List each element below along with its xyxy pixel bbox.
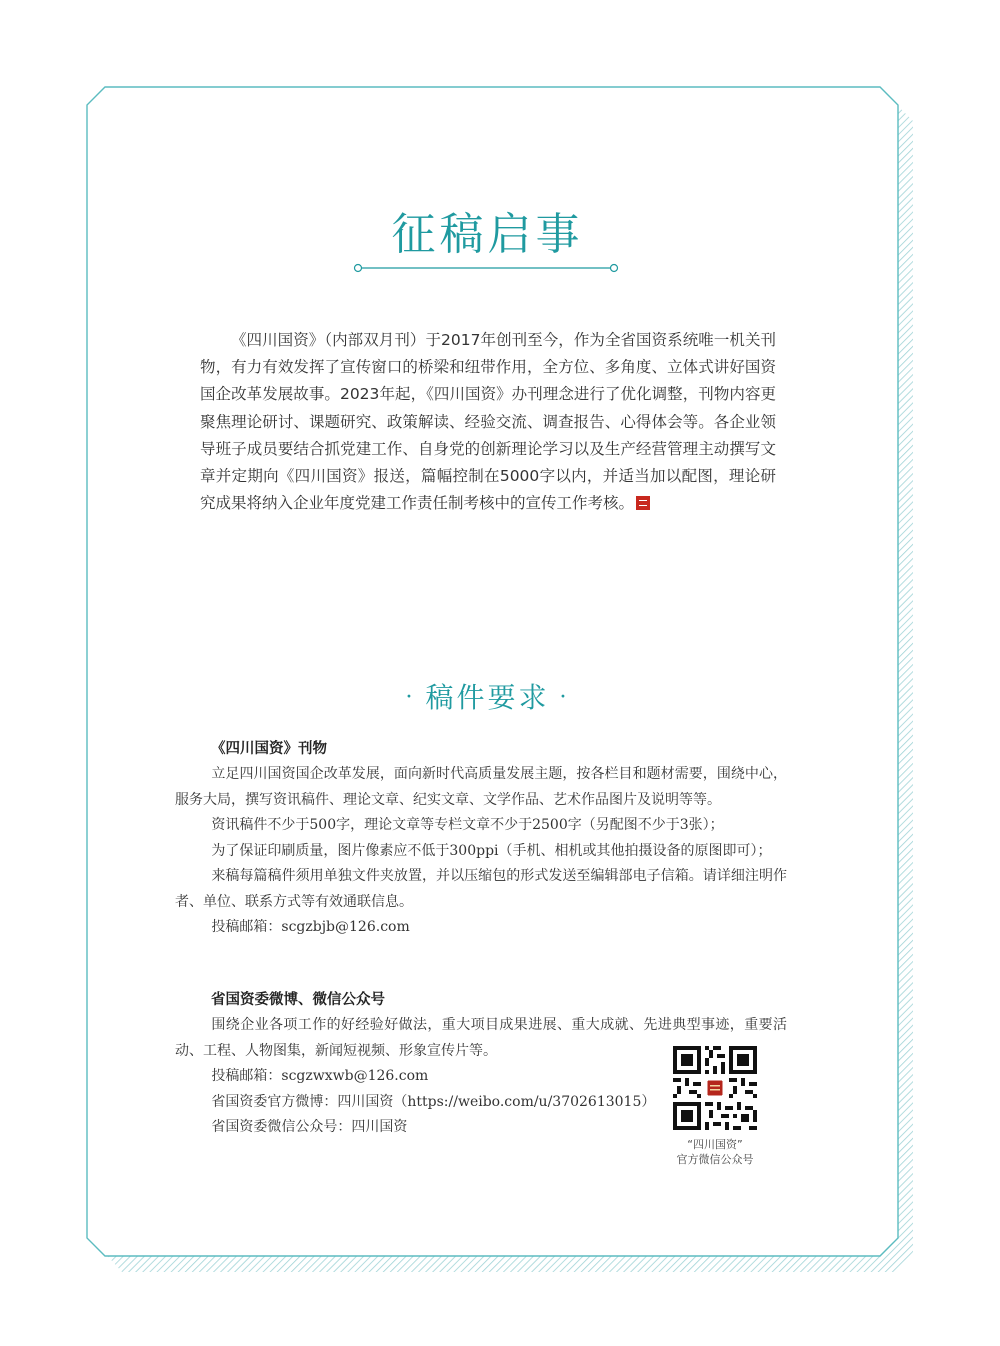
requirement-line: 围绕企业各项工作的好经验好做法，重大项目成果进展、重大成就、先进典型事迹，重要活动、工程、人物图集，新闻短视频、形象宣传片等。 (175, 1017, 787, 1059)
intro-paragraph (200, 327, 776, 517)
magazine-requirements (175, 762, 787, 941)
weibo-account: 省国资委官方微博：四川国资（https://weibo.com/u/3702613015） (211, 1093, 656, 1110)
bullet-left: · (405, 685, 416, 710)
page-title: 征稿启事 (391, 209, 584, 260)
requirement-line: 资讯稿件不少于500字，理论文章等专栏文章不少于2500字（另配图不少于3张）； (211, 817, 724, 833)
qr-caption-line1: “四川国资” (687, 1138, 743, 1151)
qr-caption-line2: 官方微信公众号 (676, 1153, 754, 1166)
title-divider (352, 262, 620, 274)
requirement-line: 来稿每篇稿件须用单独文件夹放置，并以压缩包的形式发送至编辑部电子信箱。请详细注明作者、单位、联系方式等有效通联信息。 (175, 868, 787, 910)
section-title (0, 676, 975, 716)
magazine-heading: 《四川国资》刊物 (211, 741, 327, 757)
social-email: 投稿邮箱：scgzwxwb@126.com (211, 1068, 429, 1084)
intro-text: 《四川国资》（内部双月刊）于2017年创刊至今，作为全省国资系统唯一机关刊物，有力有效发挥了宣传窗口的桥梁和纽带作用，全方位、多角度、立体式讲好国资国企改革发展故事。2023年起，《四川国资》办刊理念进行了优化调整，刊物内容更聚焦理论研讨、课题研究、政策解读、经验交流、调查报告、心得体会等。各企业领导班子成员要结合抓党建工作、自身党的创新理论学习以及生产经营管理主动撰写文章并定期向《四川国资》报送，篇幅控制在5000字以内，并适当加以配图，理论研究成果将纳入企业年度党建工作责任制考核中的宣传工作考核。 (200, 331, 776, 513)
magazine-email: 投稿邮箱：scgzbjb@126.com (211, 919, 410, 935)
bullet-right: · (559, 685, 570, 710)
requirement-line: 为了保证印刷质量，图片像素应不低于300ppi（手机、相机或其他拍摄设备的原图即可）； (211, 842, 772, 859)
section-title-text: 稿件要求 (425, 681, 550, 714)
social-heading: 省国资委微博、微信公众号 (211, 992, 385, 1008)
seal-icon (636, 496, 650, 510)
wechat-account: 省国资委微信公众号：四川国资 (211, 1119, 408, 1135)
wechat-qr-code (673, 1046, 757, 1130)
qr-caption (655, 1137, 775, 1167)
requirement-line: 立足四川国资国企改革发展，面向新时代高质量发展主题，按各栏目和题材需要，围绕中心，服务大局，撰写资讯稿件、理论文章、纪实文章、文学作品、艺术作品图片及说明等等。 (175, 766, 787, 808)
